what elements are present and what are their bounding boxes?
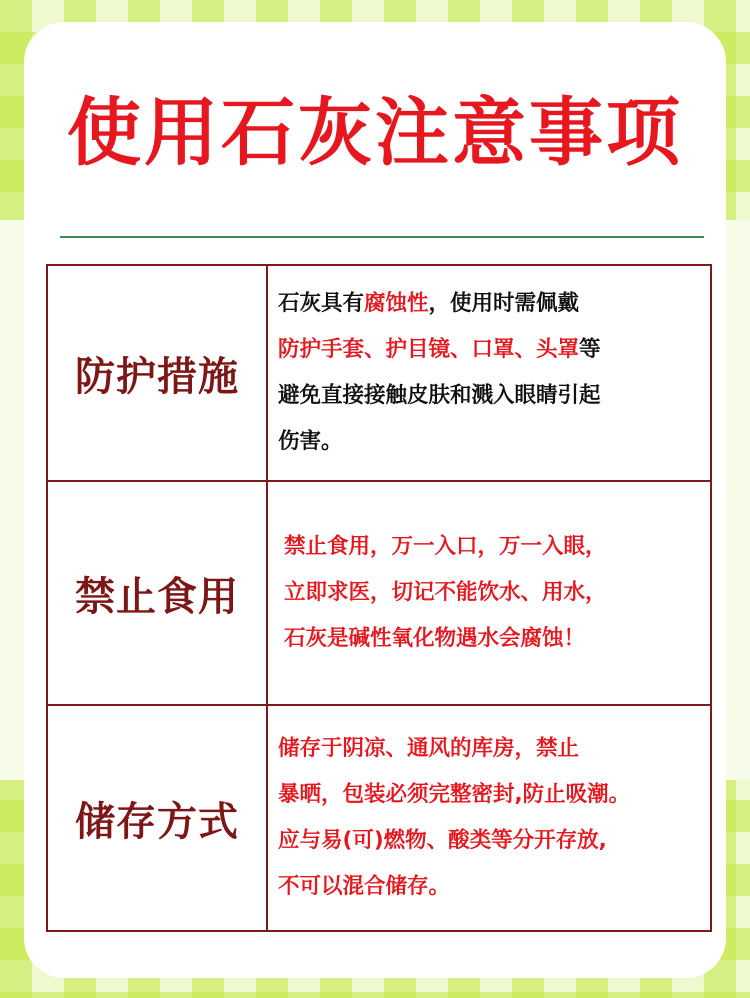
text-line <box>278 373 700 419</box>
text-line: 立即求医，切记不能饮水、用水， <box>284 580 607 605</box>
precautions-table <box>46 264 712 932</box>
text-line: 不可以混合储存。 <box>278 874 451 899</box>
title-divider <box>60 236 704 238</box>
text-segment: ，使用时需佩戴 <box>428 291 580 316</box>
highlight-protective-gear: 防护手套、护目镜、口罩、头罩 <box>278 337 580 362</box>
table-row-no-eating <box>48 482 710 706</box>
row-label-protection: 防护措施 <box>48 266 268 480</box>
text-segment: 等 <box>579 337 601 362</box>
row-body-protection <box>278 266 700 480</box>
page-title: 使用石灰注意事项 <box>67 90 683 176</box>
text-line: 储存于阴凉、通风的库房，禁止 <box>278 736 580 761</box>
table-row-storage <box>48 706 710 930</box>
row-body-no-eating <box>284 482 700 704</box>
row-label-storage: 储存方式 <box>48 706 268 930</box>
text-line <box>278 327 700 373</box>
text-segment: 石灰具有 <box>278 291 365 316</box>
row-body-storage <box>278 706 700 930</box>
text-line: 石灰是碱性氧化物遇水会腐蚀！ <box>284 626 586 651</box>
text-line: 应与易(可)燃物、酸类等分开存放, <box>278 828 607 853</box>
text-line <box>278 281 700 327</box>
text-line <box>278 419 700 465</box>
row-label-no-eating: 禁止食用 <box>48 482 268 704</box>
text-segment: 伤害。 <box>278 429 343 454</box>
highlight-corrosive: 腐蚀性 <box>364 291 429 316</box>
text-line: 暴晒，包装必须完整密封,防止吸潮。 <box>278 782 631 807</box>
table-row-protection <box>48 266 710 482</box>
text-segment: 避免直接接触皮肤和溅入眼睛引起 <box>278 383 601 408</box>
text-line: 禁止食用，万一入口，万一入眼， <box>284 534 607 559</box>
